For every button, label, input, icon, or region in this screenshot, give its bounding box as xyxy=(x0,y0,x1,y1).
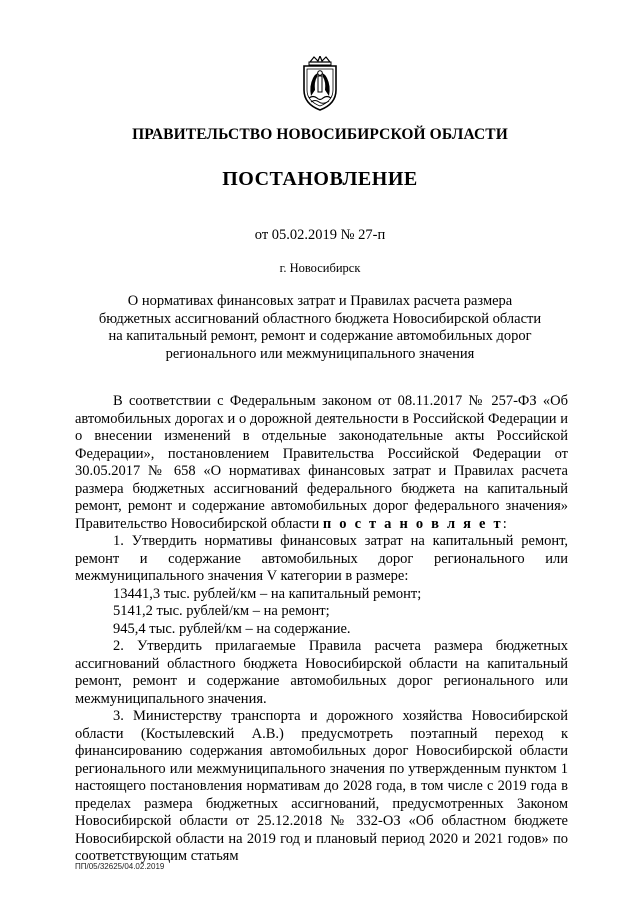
intro-paragraph xyxy=(75,393,568,533)
clause-2: 2. Утвердить прилагаемые Правила расчета размера бюджетных ассигнований областного бюджета Новосибирской области на капитальный ремонт, ремонт и содержание автомобильных дорог регионального или межмуниципального значения. xyxy=(75,638,568,707)
amount-repair: 5141,2 тыс. рублей/км – на ремонт; xyxy=(113,603,330,619)
document-footer-code: ПП/05/32625/04.02.2019 xyxy=(75,862,165,871)
clause-3: 3. Министерству транспорта и дорожного хозяйства Новосибирской области (Костылевский А.В.) предусмотреть поэтапный переход к финансированию содержания автомобильных дорог Новосибирской области регионального или межмуниципального значения по утвержденным пунктом 1 настоящего постановления нормативам до 2028 года, в том числе с 2019 года в пределах размера бюджетных ассигнований, предусмотренных Законом Новосибирской области от 25.12.2018 № 332-ОЗ «Об областном бюджете Новосибирской области на 2019 год и плановый период 2020 и 2021 годов» по соответствующим статьям xyxy=(75,708,568,864)
document-body xyxy=(75,393,568,866)
amount-maintenance: 945,4 тыс. рублей/км – на содержание. xyxy=(113,620,351,637)
amount-capital-repair: 13441,3 тыс. рублей/км – на капитальный ремонт; xyxy=(113,585,422,602)
resolves-word: п о с т а н о в л я е т xyxy=(322,515,503,532)
date-and-number: от 05.02.2019 № 27-п xyxy=(254,227,386,243)
government-name: ПРАВИТЕЛЬСТВО НОВОСИБИРСКОЙ ОБЛАСТИ xyxy=(132,126,508,143)
document-title: О нормативах финансовых затрат и Правилах расчета размера бюджетных ассигнований областного бюджета Новосибирской области на капитальный ремонт, ремонт и содержание автомобильных дорог регионального или межмуниципального значения xyxy=(98,293,542,362)
coat-of-arms-icon xyxy=(296,56,344,112)
intro-colon: : xyxy=(502,515,507,532)
clause-1: 1. Утвердить нормативы финансовых затрат на капитальный ремонт, ремонт и содержание автомобильных дорог регионального или межмуниципального значения V категории в размере: xyxy=(75,533,568,584)
intro-text: В соответствии с Федеральным законом от 08.11.2017 № 257-ФЗ «Об автомобильных дорогах и о дорожной деятельности в Российской Федерации и о внесении изменений в отдельные законодательные акты Российской Федерации», постановлением Правительства Российской Федерации от 30.05.2017 № 658 «О нормативах финансовых затрат и Правилах расчета размера бюджетных ассигнований федерального бюджета на капитальный ремонт, ремонт и содержание автомобильных дорог федерального значения» Правительство Новосибирской области xyxy=(75,393,568,532)
city-line: г. Новосибирск xyxy=(279,261,361,275)
document-type: ПОСТАНОВЛЕНИЕ xyxy=(222,168,418,190)
